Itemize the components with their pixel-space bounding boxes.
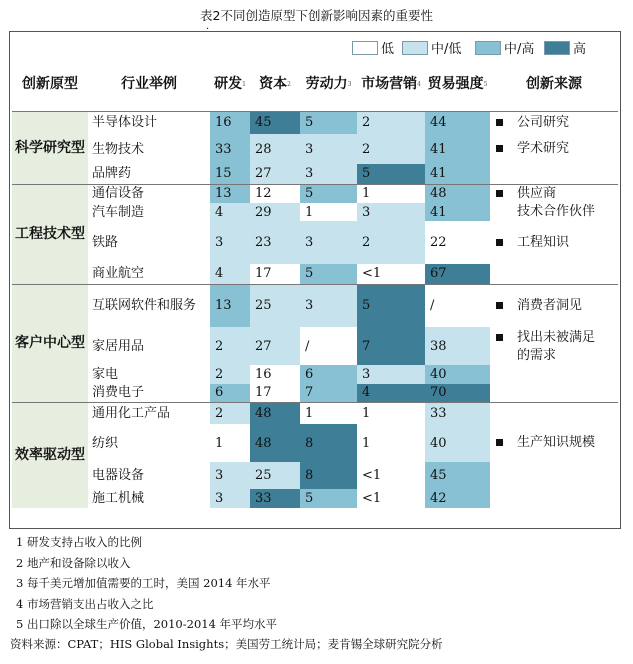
- table-row: [12, 384, 618, 402]
- legend-swatch-high: [544, 41, 570, 55]
- labor-cell: 3: [300, 221, 357, 264]
- capital-cell: 16: [250, 365, 300, 384]
- table-row: [12, 221, 618, 264]
- header-rd: 研发$^1$: [214, 75, 246, 92]
- labor-cell: 8: [300, 462, 357, 489]
- rd-cell: 4: [210, 264, 250, 284]
- trade-cell: 41: [425, 203, 490, 221]
- capital-cell: 25: [250, 462, 300, 489]
- industry-cell: 纺织: [92, 435, 119, 451]
- capital-cell: 29: [250, 203, 300, 221]
- legend-label-high: 高: [573, 42, 587, 57]
- source-cell: [490, 489, 618, 508]
- labor-cell: 5: [300, 489, 357, 508]
- source-cell: [490, 111, 618, 134]
- bullet-icon: [496, 302, 503, 309]
- trade-cell: 22: [425, 221, 490, 264]
- industry-cell: 施工机械: [92, 491, 145, 506]
- source-item: 供应商: [517, 185, 557, 201]
- industry-cell: 电器设备: [92, 468, 145, 483]
- source-cell: [490, 384, 618, 402]
- table-row: [12, 424, 618, 462]
- header-trade: 贸易强度$^5$: [427, 75, 488, 92]
- bullet-icon: [496, 190, 503, 197]
- rd-cell: 3: [210, 462, 250, 489]
- marketing-cell: 3: [357, 203, 425, 221]
- labor-cell: 5: [300, 264, 357, 284]
- trade-cell: 42: [425, 489, 490, 508]
- rd-cell: 13: [210, 284, 250, 327]
- rd-cell: 6: [210, 384, 250, 402]
- labor-cell: /: [300, 327, 357, 365]
- marketing-cell: 2: [357, 134, 425, 164]
- group-label: 工程技术型: [12, 184, 88, 284]
- marketing-cell: <1: [357, 264, 425, 284]
- capital-cell: 33: [250, 489, 300, 508]
- rd-cell: 33: [210, 134, 250, 164]
- group-label: 科学研究型: [12, 111, 88, 184]
- innovation-table: [12, 58, 618, 508]
- trade-cell: 41: [425, 164, 490, 184]
- header-row: [12, 58, 618, 111]
- labor-cell: 5: [300, 184, 357, 203]
- industry-cell: 生物技术: [92, 141, 145, 157]
- rd-cell: 3: [210, 489, 250, 508]
- source-item: 公司研究: [517, 114, 570, 130]
- source-cell: [490, 134, 618, 164]
- footnote-3: 3 每千美元增加值需要的工时，美国 2014 年水平: [16, 576, 271, 590]
- labor-cell: 6: [300, 365, 357, 384]
- trade-cell: 40: [425, 424, 490, 462]
- rd-cell: 4: [210, 203, 250, 221]
- labor-cell: 3: [300, 164, 357, 184]
- marketing-cell: 2: [357, 111, 425, 134]
- group-label: 客户中心型: [12, 284, 88, 402]
- labor-cell: 7: [300, 384, 357, 402]
- trade-cell: 44: [425, 111, 490, 134]
- header-labor: 劳动力$^3$: [305, 75, 352, 92]
- source-item: 生产知识规模: [517, 435, 596, 450]
- marketing-cell: 5: [357, 164, 425, 184]
- footnote-1: 1 研发支持占收入的比例: [16, 535, 142, 549]
- source-item: 消费者洞见: [517, 297, 583, 313]
- labor-cell: 3: [300, 134, 357, 164]
- industry-cell: 家居用品: [92, 338, 145, 354]
- group-label: 效率驱动型: [12, 402, 88, 508]
- legend-low: [352, 38, 394, 57]
- capital-cell: 48: [250, 424, 300, 462]
- industry-cell: 消费电子: [92, 385, 145, 401]
- source-cell: [490, 462, 618, 489]
- capital-cell: 25: [250, 284, 300, 327]
- bullet-icon: [496, 145, 503, 152]
- header-industry: 行业举例: [121, 75, 177, 92]
- labor-cell: 5: [300, 111, 357, 134]
- table-row: [12, 462, 618, 489]
- rd-cell: 1: [210, 424, 250, 462]
- header-capital: 资本$^2$: [259, 75, 291, 92]
- rd-cell: 2: [210, 365, 250, 384]
- capital-cell: 12: [250, 184, 300, 203]
- trade-cell: 45: [425, 462, 490, 489]
- legend-high: [544, 38, 586, 57]
- capital-cell: 17: [250, 384, 300, 402]
- trade-cell: 67: [425, 264, 490, 284]
- trade-cell: 40: [425, 365, 490, 384]
- industry-cell: 商业航空: [92, 266, 145, 282]
- labor-cell: 1: [300, 402, 357, 424]
- trade-cell: /: [425, 284, 490, 327]
- table-row: [12, 111, 618, 134]
- rd-cell: 2: [210, 327, 250, 365]
- table-row: [12, 264, 618, 284]
- marketing-cell: 5: [357, 284, 425, 327]
- legend-swatch-mid-high: [475, 41, 501, 55]
- footnotes: [16, 532, 277, 635]
- capital-cell: 48: [250, 402, 300, 424]
- trade-cell: 70: [425, 384, 490, 402]
- legend-mid-low: [402, 38, 461, 57]
- legend-swatch-mid-low: [402, 41, 428, 55]
- source-cell: [490, 164, 618, 184]
- legend-mid-high: [475, 38, 534, 57]
- capital-cell: 28: [250, 134, 300, 164]
- source-cell: [490, 284, 618, 327]
- legend-label-low: 低: [381, 42, 395, 57]
- source-cell: [490, 402, 618, 424]
- source-cell: [490, 184, 618, 221]
- source-note: 资料来源：CPAT；HIS Global Insights；美国劳工统计局；麦肯锡全球研究院分析: [10, 637, 443, 651]
- labor-cell: 3: [300, 284, 357, 327]
- legend-swatch-low: [352, 41, 378, 55]
- bullet-icon: [496, 439, 503, 446]
- capital-cell: 27: [250, 164, 300, 184]
- industry-cell: 铁路: [92, 235, 119, 250]
- source-cell: [490, 221, 618, 264]
- source-item: 学术研究: [517, 141, 570, 156]
- header-archetype: 创新原型: [22, 75, 78, 92]
- source-cell: [490, 424, 618, 462]
- industry-cell: 互联网软件和服务: [88, 284, 210, 327]
- marketing-cell: 4: [357, 384, 425, 402]
- bullet-icon: [496, 119, 503, 126]
- marketing-cell: <1: [357, 462, 425, 489]
- capital-cell: 45: [250, 111, 300, 134]
- rd-cell: 2: [210, 402, 250, 424]
- table-row: [12, 134, 618, 164]
- source-item: 工程知识: [517, 234, 570, 250]
- bullet-icon: [496, 334, 503, 341]
- table-row: [12, 489, 618, 508]
- marketing-cell: 2: [357, 221, 425, 264]
- dot-mark: ·: [206, 24, 210, 35]
- table-row: [12, 327, 618, 365]
- marketing-cell: 3: [357, 365, 425, 384]
- header-source: 创新来源: [526, 75, 582, 92]
- trade-cell: 48: [425, 184, 490, 203]
- table-row: [12, 284, 618, 327]
- industry-cell: 汽车制造: [92, 204, 145, 220]
- table-row: [12, 402, 618, 424]
- industry-cell: 通信设备: [88, 184, 210, 203]
- marketing-cell: 1: [357, 424, 425, 462]
- source-cell: [490, 327, 618, 384]
- trade-cell: 33: [425, 402, 490, 424]
- industry-cell: 品牌药: [92, 166, 132, 182]
- marketing-cell: 1: [357, 184, 425, 203]
- legend-label-mid-low: 中/低: [431, 42, 462, 57]
- source-item: 找出未被满足的需求: [517, 330, 596, 363]
- source-item: 技术合作伙伴: [517, 203, 596, 219]
- footnote-5: 5 出口除以全球生产价值，2010-2014 年平均水平: [16, 617, 278, 631]
- footnote-2: 2 地产和设备除以收入: [16, 555, 131, 570]
- table-title: 表2不同创造原型下创新影响因素的重要性: [200, 8, 433, 23]
- capital-cell: 17: [250, 264, 300, 284]
- table-row: [12, 184, 618, 203]
- industry-cell: 半导体设计: [88, 111, 210, 134]
- marketing-cell: <1: [357, 489, 425, 508]
- capital-cell: 23: [250, 221, 300, 264]
- source-cell: [490, 264, 618, 284]
- footnote-4: 4 市场营销支出占收入之比: [16, 596, 154, 611]
- capital-cell: 27: [250, 327, 300, 365]
- legend-label-mid-high: 中/高: [504, 42, 535, 57]
- labor-cell: 1: [300, 203, 357, 221]
- rd-cell: 3: [210, 221, 250, 264]
- marketing-cell: 1: [357, 402, 425, 424]
- industry-cell: 家电: [92, 367, 119, 382]
- industry-cell: 通用化工产品: [88, 402, 210, 424]
- labor-cell: 8: [300, 424, 357, 462]
- rd-cell: 15: [210, 164, 250, 184]
- marketing-cell: 7: [357, 327, 425, 365]
- trade-cell: 38: [425, 327, 490, 365]
- table-row: [12, 164, 618, 184]
- rd-cell: 16: [210, 111, 250, 134]
- rd-cell: 13: [210, 184, 250, 203]
- bullet-icon: [496, 239, 503, 246]
- trade-cell: 41: [425, 134, 490, 164]
- header-marketing: 市场营销$^4$: [361, 75, 421, 92]
